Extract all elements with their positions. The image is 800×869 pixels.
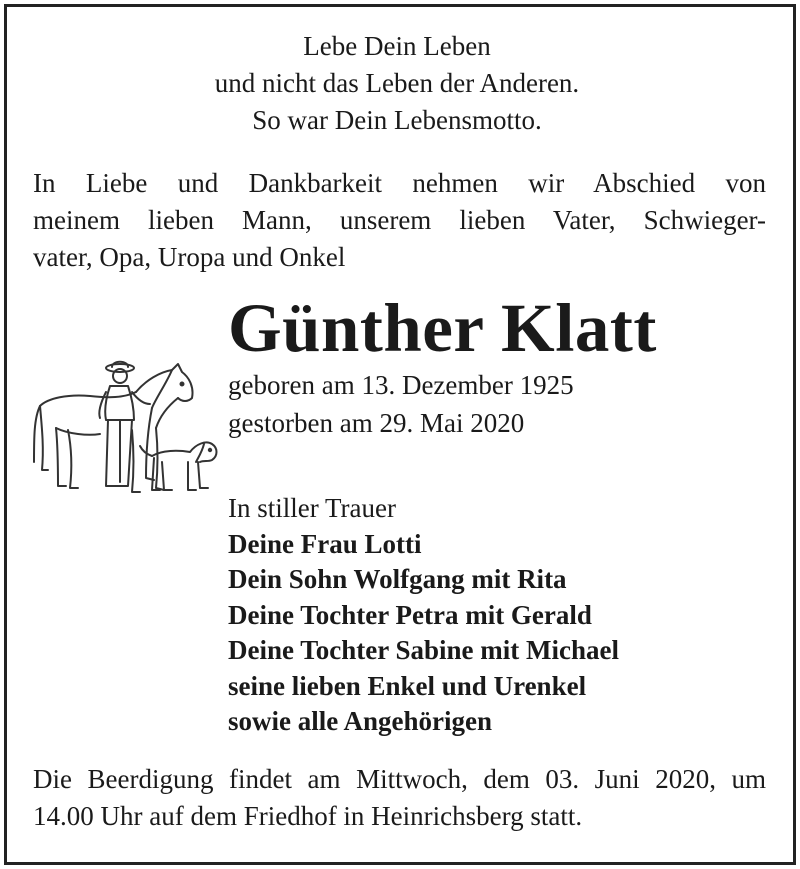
- funeral-line: Die Beerdigung findet am Mittwoch, dem 03. Juni 2020, um: [33, 764, 766, 794]
- mourner-name: seine lieben Enkel und Urenkel: [228, 670, 587, 701]
- man-with-horse-and-dog-icon: [28, 358, 224, 500]
- motto-line: So war Dein Lebensmotto.: [252, 105, 542, 135]
- death-date: gestorben am 29. Mai 2020: [228, 408, 525, 438]
- motto-line: und nicht das Leben der Anderen.: [214, 68, 580, 98]
- mourner-name: Deine Frau Lotti: [228, 528, 422, 559]
- mourner-name: Deine Tochter Sabine mit Michael: [228, 635, 619, 665]
- mourner-name: Dein Sohn Wolfgang mit Rita: [228, 564, 567, 594]
- mourners: [228, 491, 619, 740]
- intro-line: In Liebe und Dankbarkeit nehmen wir Abschied von: [33, 168, 766, 198]
- intro-line: meinem lieben Mann, unserem lieben Vater, Schwieger-: [33, 205, 766, 235]
- funeral-line: 14.00 Uhr auf dem Friedhof in Heinrichsberg statt.: [33, 801, 583, 831]
- birth-date: geboren am 13. Dezember 1925: [228, 370, 574, 400]
- deceased-name: Günther Klatt: [228, 290, 657, 366]
- funeral-notice: [33, 761, 766, 835]
- intro-line: vater, Opa, Uropa und Onkel: [33, 242, 346, 272]
- intro-text: [33, 165, 766, 276]
- mourners-intro: In stiller Trauer: [228, 493, 396, 523]
- motto-line: Lebe Dein Leben: [303, 31, 491, 61]
- life-dates: [228, 366, 574, 442]
- mourner-name: sowie alle Angehörigen: [228, 706, 492, 736]
- motto: [0, 28, 794, 139]
- mourner-name: Deine Tochter Petra mit Gerald: [228, 599, 592, 630]
